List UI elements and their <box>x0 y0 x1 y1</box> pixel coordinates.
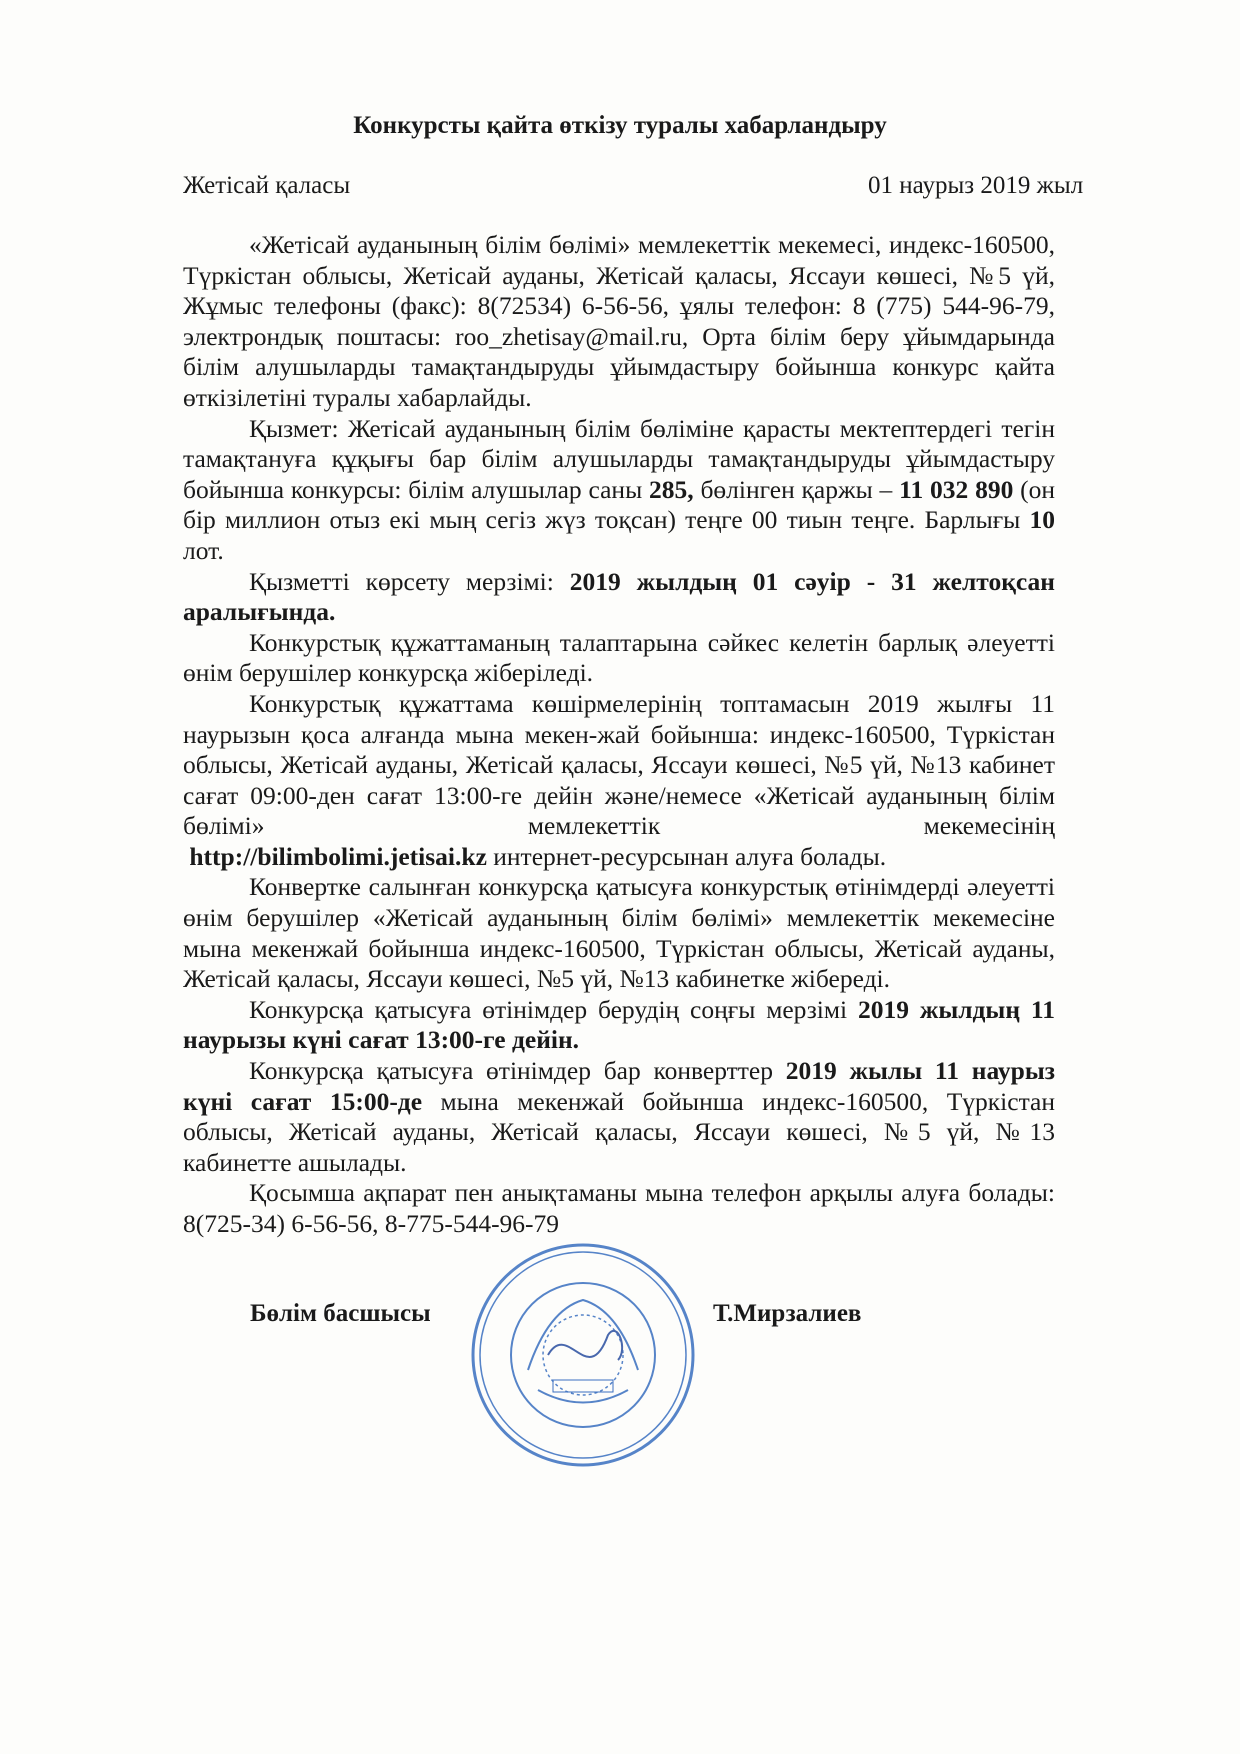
text: Қосымша ақпарат пен анықтаманы мына телефон арқылы алуға болады: 8(725-34) 6-56-56, 8-775-544-96-79 <box>183 1178 1055 1238</box>
lot-count: 10 <box>1029 505 1055 535</box>
website-link[interactable]: http://bilimbolimi.jetisai.kz <box>189 841 487 871</box>
paragraph-organization <box>183 230 1055 414</box>
paragraph-service <box>183 414 1055 567</box>
opening-time: 2019 жылы 11 наурыз күні сағат 15:00-де <box>183 1056 1055 1116</box>
paragraph-documentation-cont <box>183 842 1055 873</box>
city-label: Жетісай қаласы <box>183 172 351 199</box>
paragraph-deadline <box>183 995 1055 1056</box>
text: бөлінген қаржы – <box>693 474 900 504</box>
paragraph-opening <box>183 1056 1055 1178</box>
paragraph-documentation <box>183 689 1055 842</box>
paragraph-service-period <box>183 567 1055 628</box>
deadline: 2019 жылдың 11 наурызы күні сағат 13:00-ге дейін. <box>183 994 1055 1055</box>
document-title: Конкурсты қайта өткізу туралы хабарландыру <box>353 112 887 139</box>
text: Қызмет: Жетісай ауданының білім бөліміне қарасты мектептердегі тегін тамақтануға құқығы бар білім алушыларды тамақтандыруды ұйымдастыру бойынша конкурсы: білім алушылар саны <box>183 413 1055 504</box>
student-count: 285, <box>649 474 694 504</box>
signatory-name: Т.Мирзалиев <box>713 1300 862 1327</box>
document-body <box>183 230 1055 1240</box>
text: «Жетісай ауданының білім бөлімі» мемлекеттік мекемесі, индекс-160500, Түркістан облысы, Жетісай ауданы, Жетісай қаласы, Яссауи көшесі, №5 үй, Жұмыс телефоны (факс): 8(72534) 6-56-56, ұялы телефон: 8 (775) 544-96-79, электрондық поштасы: roo_zhetisay@mail.ru, Орта білім беру ұйымдарында білім алушыларды тамақтандыруды ұйымдастыру бойынша конкурс қайта өткізілетіні туралы хабарлайды. <box>183 230 1055 412</box>
text: Конкурстық құжаттама көшірмелерінің топтамасын 2019 жылғы 11 наурызын қоса алғанда мына мекен-жай бойынша: индекс-160500, Түркістан облысы, Жетісай ауданы, Жетісай қаласы, Яссауи көшесі, №5 үй, №13 кабинет сағат 09:00-ден сағат 13:00-ге дейін және/немесе «Жетісай ауданының білім бөлімі» мемлекеттік мекемесінің <box>183 688 1055 841</box>
paragraph-submission <box>183 872 1055 994</box>
text: Конкурстық құжаттаманың талаптарына сәйкес келетін барлық әлеуетті өнім берушілер конкурсқа жіберіледі. <box>183 627 1055 688</box>
paragraph-eligibility <box>183 628 1055 689</box>
document-date: 01 наурыз 2019 жыл <box>868 172 1084 199</box>
official-stamp <box>468 1240 698 1470</box>
text: Конвертке салынған конкурсқа қатысуға конкурстық өтінімдерді әлеуетті өнім берушілер «Жетісай ауданының білім бөлімі» мемлекеттік мекемесіне мына мекенжай бойынша индекс-160500, Түркістан облысы, Жетісай ауданы, Жетісай қаласы, Яссауи көшесі, №5 үй, №13 кабинетке жібереді. <box>183 872 1055 994</box>
paragraph-contacts <box>183 1178 1055 1239</box>
text: интернет-ресурсынан алуға болады. <box>486 841 887 871</box>
text: Қызметті көрсету мерзімі: <box>249 566 570 596</box>
service-period: 2019 жылдың 01 сәуір - 31 желтоқсан аралығында. <box>183 566 1055 627</box>
text: Конкурсқа қатысуға өтінімдер берудің соңғы мерзімі <box>249 994 858 1024</box>
text: Конкурсқа қатысуға өтінімдер бар конверттер <box>249 1056 786 1086</box>
budget-amount: 11 032 890 <box>899 474 1014 504</box>
signatory-position: Бөлім басшысы <box>250 1300 431 1327</box>
text: лот. <box>183 535 224 565</box>
text: (он бір миллион отыз екі мың сегіз жүз тоқсан) теңге 00 тиын теңге. Барлығы <box>183 474 1056 535</box>
text: мына мекенжай бойынша индекс-160500, Түркістан облысы, Жетісай ауданы, Жетісай қаласы, Яссауи көшесі, №5 үй, №13 кабинетте ашылады. <box>183 1086 1056 1177</box>
